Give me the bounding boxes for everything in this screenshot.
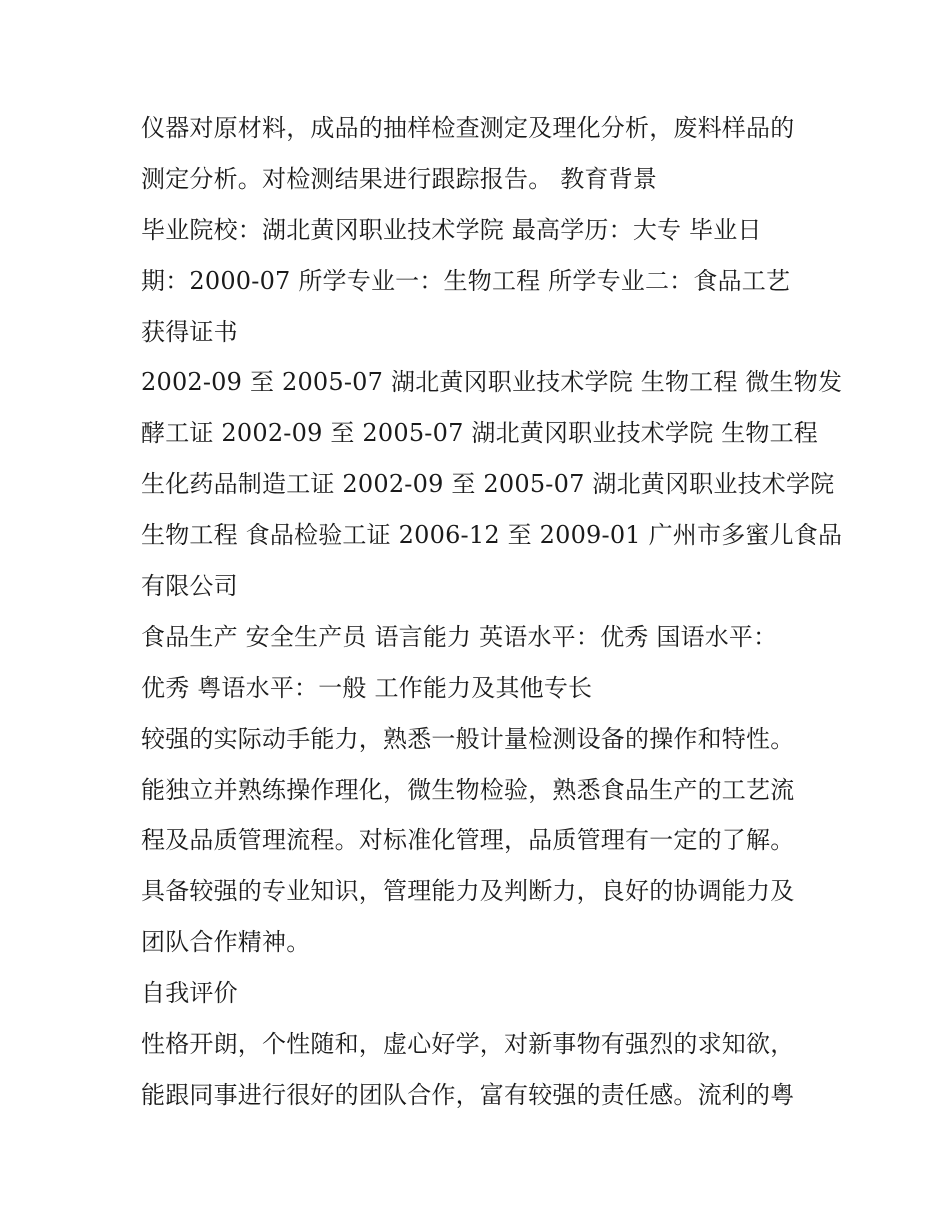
text-line: 生物工程 食品检验工证 2006-12 至 2009-01 广州市多蜜儿食品 (141, 521, 843, 550)
text-line: 生化药品制造工证 2002-09 至 2005-07 湖北黄冈职业技术学院 (141, 470, 835, 499)
text-line: 较强的实际动手能力，熟悉一般计量检测设备的操作和特性。 (141, 724, 795, 753)
text-line: 有限公司 (141, 572, 238, 601)
text-line: 能跟同事进行很好的团队合作，富有较强的责任感。流利的粤 (141, 1080, 795, 1109)
text-line: 仪器对原材料，成品的抽样检查测定及理化分析，废料样品的 (141, 114, 795, 142)
resume-text-block (141, 103, 843, 1121)
section-heading-certificates: 获得证书 (141, 317, 238, 346)
text-line: 测定分析。对检测结果进行跟踪报告。 教育背景 (141, 164, 658, 193)
text-line: 优秀 粤语水平：一般 工作能力及其他专长 (141, 673, 593, 702)
text-line: 期：2000-07 所学专业一：生物工程 所学专业二：食品工艺 (141, 266, 791, 295)
text-line: 具备较强的专业知识，管理能力及判断力，良好的协调能力及 (141, 877, 795, 906)
text-line: 酵工证 2002-09 至 2005-07 湖北黄冈职业技术学院 生物工程 (141, 419, 818, 448)
text-line: 能独立并熟练操作理化，微生物检验，熟悉食品生产的工艺流 (141, 775, 795, 804)
text-line: 性格开朗，个性随和，虚心好学，对新事物有强烈的求知欲， (141, 1030, 795, 1059)
section-heading-self-evaluation: 自我评价 (141, 979, 238, 1008)
text-line: 毕业院校：湖北黄冈职业技术学院 最高学历：大专 毕业日 (141, 215, 762, 244)
text-line: 2002-09 至 2005-07 湖北黄冈职业技术学院 生物工程 微生物发 (141, 368, 843, 397)
text-line: 程及品质管理流程。对标准化管理，品质管理有一定的了解。 (141, 826, 795, 855)
text-line: 食品生产 安全生产员 语言能力 英语水平：优秀 国语水平： (141, 622, 778, 651)
text-line: 团队合作精神。 (141, 928, 311, 957)
